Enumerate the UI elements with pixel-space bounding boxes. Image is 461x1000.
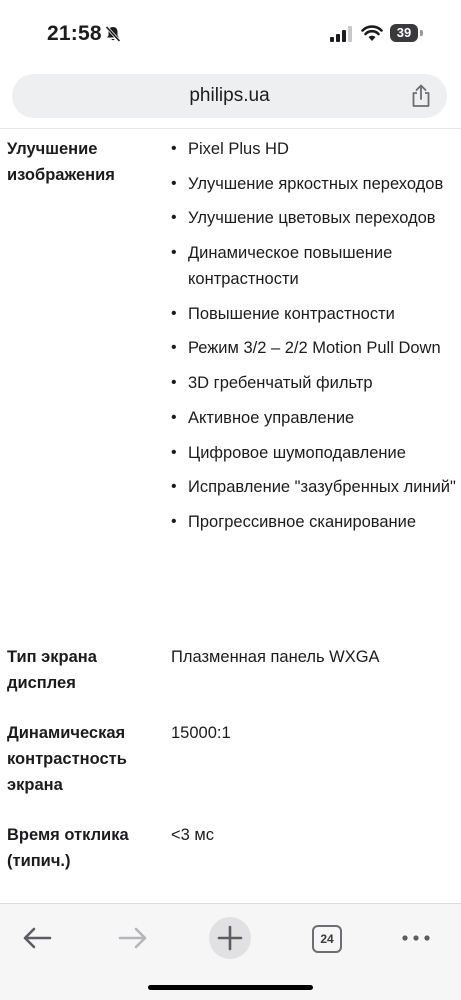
spec-label: Улучшение изображения: [7, 140, 115, 184]
list-item: • Улучшение яркостных переходов: [171, 171, 461, 197]
spec-value: <3 мс: [171, 826, 214, 844]
feature-list: [171, 136, 461, 544]
list-item: • Исправление "зазубренных линий": [171, 474, 461, 500]
list-item: • 3D гребенчатый фильтр: [171, 370, 461, 396]
spec-value: Плазменная панель WXGA: [171, 648, 380, 666]
home-indicator: [148, 985, 313, 990]
spec-label: Динамическая контрастность экрана: [7, 724, 127, 794]
spec-label: Время отклика (типич.): [7, 826, 129, 870]
address-bar[interactable]: [12, 74, 447, 118]
more-icon[interactable]: [396, 918, 436, 958]
tabs-button[interactable]: [306, 918, 346, 958]
list-item: • Динамическое повышение контрастности: [171, 240, 461, 292]
silent-bell-icon: [104, 25, 122, 43]
plus-icon: [209, 917, 251, 959]
specs-content[interactable]: [0, 129, 461, 903]
cellular-signal-icon: [330, 26, 354, 42]
list-item: • Прогрессивное сканирование: [171, 509, 461, 535]
list-item: • Активное управление: [171, 405, 461, 431]
spec-label: Тип экрана дисплея: [7, 648, 97, 692]
battery-percent: 39: [396, 25, 412, 40]
url-text[interactable]: philips.ua: [189, 85, 270, 106]
battery-icon: [390, 24, 424, 42]
forward-arrow-icon[interactable]: [113, 918, 153, 958]
battery-cap: [420, 30, 423, 36]
list-item: • Pixel Plus HD: [171, 136, 461, 162]
wifi-icon: [361, 24, 383, 42]
status-time: 21:58: [47, 22, 102, 45]
spec-value: 15000:1: [171, 724, 231, 742]
tabs-count: 24: [312, 925, 342, 953]
list-item: • Цифровое шумоподавление: [171, 440, 461, 466]
list-item: • Режим 3/2 – 2/2 Motion Pull Down: [171, 335, 461, 361]
share-icon[interactable]: [410, 84, 432, 108]
status-bar: [0, 0, 461, 66]
new-tab-button[interactable]: [209, 917, 251, 959]
list-item: • Улучшение цветовых переходов: [171, 205, 461, 231]
back-arrow-icon[interactable]: [17, 918, 57, 958]
list-item: • Повышение контрастности: [171, 301, 461, 327]
